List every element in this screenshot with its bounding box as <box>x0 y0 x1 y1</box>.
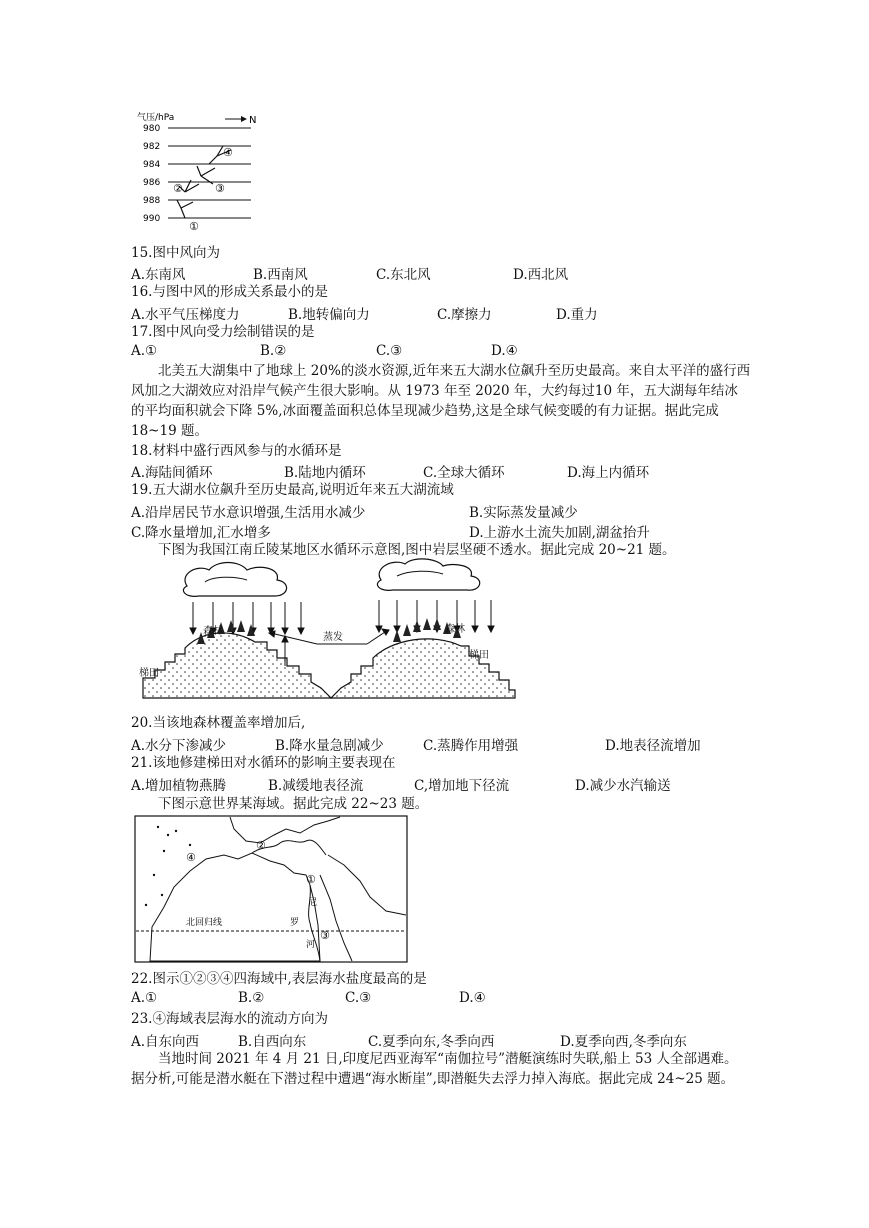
label-forest-right: 森林 <box>445 624 465 635</box>
q19-option-d[interactable]: D.上游水土流失加剧,湖盆抬升 <box>469 525 650 541</box>
q21-stem: 21.该地修建梯田对水循环的影响主要表现在 <box>131 755 396 771</box>
q22-option-c[interactable]: C.③ <box>345 990 372 1006</box>
north-arrow <box>225 115 256 126</box>
q21-option-b[interactable]: B.减缓地表径流 <box>268 778 364 794</box>
q15-stem: 15.图中风向为 <box>131 245 220 261</box>
water-cycle-diagram <box>135 558 520 708</box>
nile-char-1: 尼 <box>308 898 318 908</box>
q19-option-a[interactable]: A.沿岸居民节水意识增强,生活用水减少 <box>131 505 366 521</box>
q18-option-a[interactable]: A.海陆间循环 <box>131 465 213 481</box>
q21-option-d[interactable]: D.减少水汽输送 <box>575 778 671 794</box>
cloud-right-icon <box>377 559 479 590</box>
passage-submarine: 当地时间 2021 年 4 月 21 日,印度尼西亚海军“南伽拉号”潜艇演练时失联,船上 53 人全部遇难。据分析,可能是潜水艇在下潜过程中遭遇“海水断崖”,即潜艇失去浮力掉入海底。据此完成 24~25 题。 <box>131 1051 738 1087</box>
north-label: N <box>249 115 257 126</box>
q15-option-b[interactable]: B.西南风 <box>253 267 308 283</box>
isobar-label-982: 982 <box>143 142 161 152</box>
q21-option-c[interactable]: C,增加地下径流 <box>414 778 510 794</box>
q16-option-b[interactable]: B.地转偏向力 <box>288 307 370 323</box>
q17-option-d[interactable]: D.④ <box>491 343 518 359</box>
q20-option-d[interactable]: D.地表径流增加 <box>605 738 701 754</box>
passage-water-cycle: 下图为我国江南丘陵某地区水循环示意图,图中岩层坚硬不透水。据此完成 20~21 题。 <box>158 542 676 558</box>
q23-stem: 23.④海域表层海水的流动方向为 <box>131 1011 328 1027</box>
pressure-wind-diagram <box>133 108 263 233</box>
q16-stem: 16.与图中风的形成关系最小的是 <box>131 284 328 300</box>
q17-option-c[interactable]: C.③ <box>376 343 403 359</box>
label-forest-left: 森林 <box>203 626 223 637</box>
cloud-left-icon <box>183 563 286 597</box>
hill-left <box>143 633 331 698</box>
isobar-label-984: 984 <box>143 160 161 170</box>
q22-option-b[interactable]: B.② <box>238 990 265 1006</box>
tropic-of-cancer-label: 北回归线 <box>186 918 223 928</box>
nile-char-2: 罗 <box>290 918 300 928</box>
q22-stem: 22.图示①②③④四海域中,表层海水盐度最高的是 <box>131 971 427 987</box>
nile-char-3: 河 <box>306 940 316 950</box>
marker-1: ① <box>189 220 199 233</box>
q23-option-b[interactable]: B.自西向东 <box>238 1034 307 1050</box>
q16-option-d[interactable]: D.重力 <box>556 307 598 323</box>
pressure-axis-title: 气压/hPa <box>137 113 175 123</box>
q16-option-c[interactable]: C.摩擦力 <box>437 307 492 323</box>
isobar-label-988: 988 <box>143 196 161 206</box>
q20-option-c[interactable]: C.蒸腾作用增强 <box>423 738 519 754</box>
map-marker-1: ① <box>306 873 316 886</box>
q20-option-a[interactable]: A.水分下渗减少 <box>131 738 227 754</box>
q18-option-c[interactable]: C.全球大循环 <box>423 465 505 481</box>
q19-stem: 19.五大湖水位飙升至历史最高,说明近年来五大湖流域 <box>131 482 454 498</box>
isobars <box>168 128 251 218</box>
passage-great-lakes: 北美五大湖集中了地球上 20%的淡水资源,近年来五大湖水位飙升至历史最高。来自太平洋的盛行西风加之大湖效应对沿岸气候产生很大影响。从 1973 年至 2020 年，大约每过10 年，五大湖每年结冰的平均面积就会下降 5%,冰面覆盖面积总体呈现减少趋势,这是全球气候变暖的有力证据。据此完成 18~19 题。 <box>131 363 751 439</box>
passage-sea-area: 下图示意世界某海域。据此完成 22~23 题。 <box>158 796 429 812</box>
label-evaporation: 蒸发 <box>323 632 343 643</box>
q18-option-d[interactable]: D.海上内循环 <box>567 465 650 481</box>
q17-option-a[interactable]: A.① <box>131 343 158 359</box>
q23-option-a[interactable]: A.自东向西 <box>131 1034 200 1050</box>
isobar-label-986: 986 <box>143 178 161 188</box>
marker-2: ② <box>173 182 183 195</box>
map-marker-3: ③ <box>320 929 330 942</box>
q15-option-a[interactable]: A.东南风 <box>131 267 186 283</box>
label-terrace-right: 梯田 <box>469 650 489 661</box>
label-terrace-left: 梯田 <box>139 668 159 679</box>
map-marker-2: ② <box>256 839 266 852</box>
q17-option-b[interactable]: B.② <box>260 343 287 359</box>
hill-right <box>331 639 515 698</box>
q20-option-b[interactable]: B.降水量急剧减少 <box>275 738 384 754</box>
q23-option-d[interactable]: D.夏季向西,冬季向东 <box>560 1034 687 1050</box>
q19-option-c[interactable]: C.降水量增加,汇水增多 <box>131 525 271 541</box>
q18-option-b[interactable]: B.陆地内循环 <box>284 465 366 481</box>
q19-option-b[interactable]: B.实际蒸发量减少 <box>469 505 578 521</box>
q15-option-d[interactable]: D.西北风 <box>513 267 569 283</box>
q20-stem: 20.当该地森林覆盖率增加后, <box>131 715 306 731</box>
marker-4: ④ <box>223 146 233 159</box>
q22-option-a[interactable]: A.① <box>131 990 158 1006</box>
isobar-label-990: 990 <box>143 214 161 224</box>
isobar-label-980: 980 <box>143 124 161 134</box>
map-frame <box>135 816 407 962</box>
q21-option-a[interactable]: A.增加植物燕腾 <box>131 778 227 794</box>
q17-stem: 17.图中风向受力绘制错误的是 <box>131 324 315 340</box>
marker-3: ③ <box>215 182 225 195</box>
q22-option-d[interactable]: D.④ <box>459 990 486 1006</box>
q15-option-c[interactable]: C.东北风 <box>376 267 431 283</box>
map-marker-4: ④ <box>186 851 196 864</box>
q16-option-a[interactable]: A.水平气压梯度力 <box>131 307 240 323</box>
q23-option-c[interactable]: C.夏季向东,冬季向西 <box>368 1034 495 1050</box>
q18-stem: 18.材料中盛行西风参与的水循环是 <box>131 443 342 459</box>
sea-area-map <box>134 815 410 965</box>
